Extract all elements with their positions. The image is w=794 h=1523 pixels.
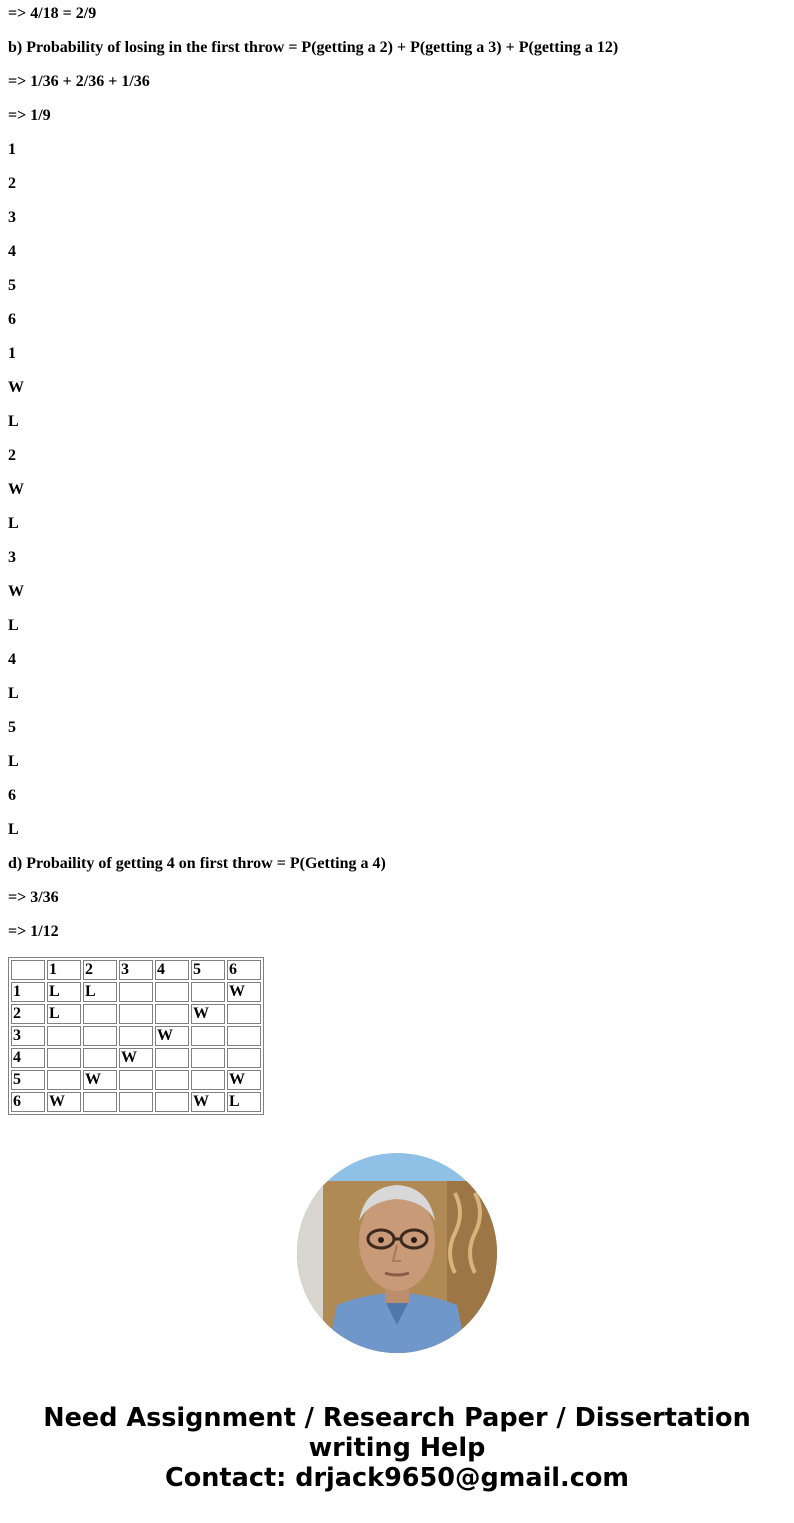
text-line: L [8, 413, 19, 430]
text-line: L [8, 515, 19, 532]
table-cell [119, 982, 153, 1002]
table-row [11, 1070, 261, 1090]
table-cell [155, 1092, 189, 1112]
table-cell [119, 1092, 153, 1112]
table-cell: W [191, 1004, 225, 1024]
text-line: 1 [8, 345, 16, 362]
table-cell [83, 1048, 117, 1068]
contact-banner [0, 1403, 794, 1493]
table-row [11, 1092, 261, 1112]
text-line: 2 [8, 447, 16, 464]
text-line: W [8, 481, 24, 498]
table-cell [47, 1070, 81, 1090]
text-line: W [8, 379, 24, 396]
table-cell: W [227, 1070, 261, 1090]
table-cell [119, 1026, 153, 1046]
table-cell [191, 1070, 225, 1090]
table-cell: 2 [11, 1004, 45, 1024]
text-line: W [8, 583, 24, 600]
text-line: d) Probaility of getting 4 on first throw = P(Getting a 4) [8, 855, 386, 872]
table-cell: W [47, 1092, 81, 1112]
table-cell [47, 1048, 81, 1068]
text-line: b) Probability of losing in the first throw = P(getting a 2) + P(getting a 3) + P(getting a 12) [8, 39, 619, 56]
table-cell [191, 1048, 225, 1068]
outcome-table [8, 957, 264, 1115]
banner-line-2: writing Help [308, 1433, 486, 1463]
banner-contact-line: Contact: drjack9650@gmail.com [165, 1463, 629, 1493]
table-cell [155, 1004, 189, 1024]
outcome-table-body [11, 960, 261, 1112]
text-line: => 4/18 = 2/9 [8, 5, 97, 22]
table-cell [227, 1004, 261, 1024]
table-cell: L [47, 982, 81, 1002]
text-line: => 1/12 [8, 923, 59, 940]
table-cell [47, 1026, 81, 1046]
table-cell [155, 982, 189, 1002]
text-line: L [8, 821, 19, 838]
table-row [11, 1026, 261, 1046]
text-line: 6 [8, 787, 16, 804]
table-cell [227, 1048, 261, 1068]
banner-line-1: Need Assignment / Research Paper / Dissertation [43, 1403, 751, 1433]
outcome-table-wrapper [8, 957, 264, 1115]
table-cell: 1 [11, 982, 45, 1002]
text-line: 3 [8, 209, 16, 226]
table-cell: W [155, 1026, 189, 1046]
person-portrait-icon [297, 1153, 497, 1353]
table-cell: 5 [11, 1070, 45, 1090]
table-cell: 3 [119, 960, 153, 980]
table-cell [191, 1026, 225, 1046]
table-cell [119, 1004, 153, 1024]
table-cell [155, 1070, 189, 1090]
text-line: 5 [8, 719, 16, 736]
table-cell: W [227, 982, 261, 1002]
table-cell: L [47, 1004, 81, 1024]
table-cell [83, 1092, 117, 1112]
table-cell: W [119, 1048, 153, 1068]
table-cell: 4 [11, 1048, 45, 1068]
table-cell [83, 1026, 117, 1046]
text-line: 3 [8, 549, 16, 566]
table-cell: 6 [11, 1092, 45, 1112]
solution-text [8, 0, 788, 952]
text-line: => 1/9 [8, 107, 51, 124]
table-cell: 4 [155, 960, 189, 980]
table-row [11, 1004, 261, 1024]
table-cell: 1 [47, 960, 81, 980]
text-line: 4 [8, 243, 16, 260]
text-line: L [8, 617, 19, 634]
text-line: 1 [8, 141, 16, 158]
table-cell: 6 [227, 960, 261, 980]
table-cell [227, 1026, 261, 1046]
text-line: 6 [8, 311, 16, 328]
table-row [11, 1048, 261, 1068]
table-cell [119, 1070, 153, 1090]
text-line: 5 [8, 277, 16, 294]
table-cell: 5 [191, 960, 225, 980]
table-header-row [11, 960, 261, 980]
table-cell: W [191, 1092, 225, 1112]
text-line: => 3/36 [8, 889, 59, 906]
table-cell: L [227, 1092, 261, 1112]
table-cell: W [83, 1070, 117, 1090]
table-cell [191, 982, 225, 1002]
table-cell [11, 960, 45, 980]
text-line: L [8, 685, 19, 702]
table-cell: 2 [83, 960, 117, 980]
table-cell [83, 1004, 117, 1024]
avatar [297, 1153, 497, 1353]
table-row [11, 982, 261, 1002]
text-line: L [8, 753, 19, 770]
text-line: 4 [8, 651, 16, 668]
table-cell: L [83, 982, 117, 1002]
table-cell [155, 1048, 189, 1068]
table-cell: 3 [11, 1026, 45, 1046]
text-line: 2 [8, 175, 16, 192]
text-line: => 1/36 + 2/36 + 1/36 [8, 73, 150, 90]
